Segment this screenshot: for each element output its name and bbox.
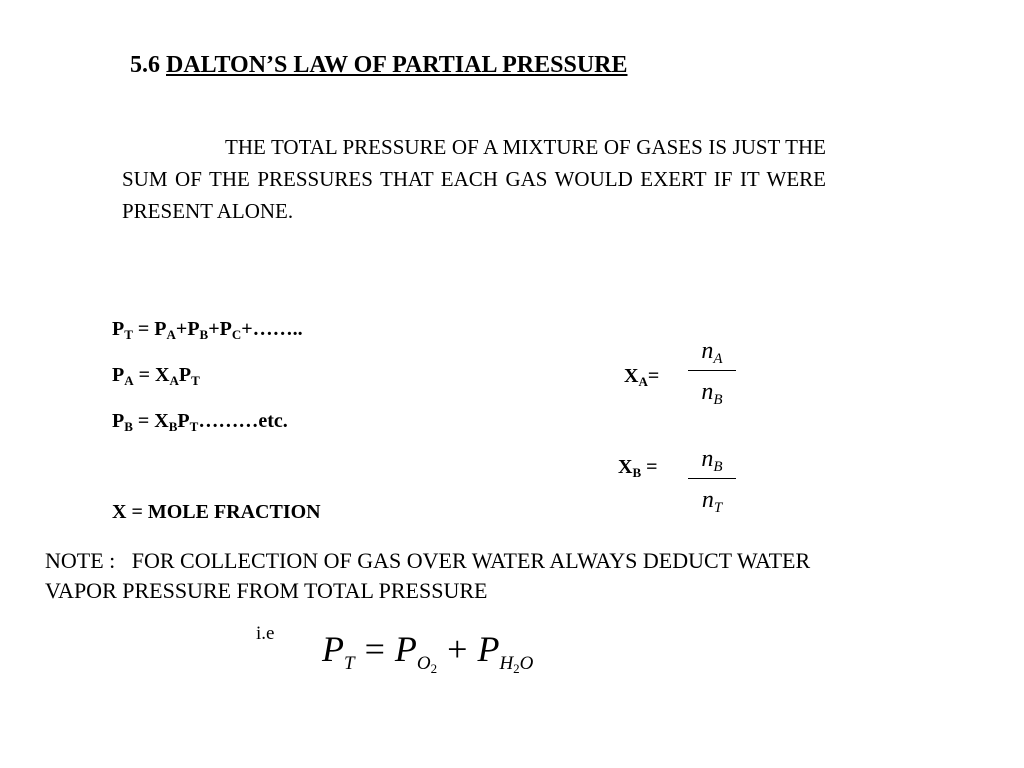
fraction-bar [688,478,736,479]
xa-numerator: $n_A$ [701,338,723,367]
ie-label: i.e [256,623,275,644]
partial-pressure-b-equation: $P_B$ = $X_BP_T\dots\dots\dots etc$. [112,410,288,434]
law-definition [122,131,826,227]
mole-fraction-definition: X = MOLE FRACTION [112,501,321,523]
xa-denominator: $n_B$ [701,379,723,408]
xb-fraction [688,444,736,515]
law-definition-text: THE TOTAL PRESSURE OF A MIXTURE OF GASES IS JUST THE SUM OF THE PRESSURES THAT EACH GAS WOULD EXERT IF IT WERE PRESENT ALONE. [122,135,826,223]
total-pressure-equation: $P_T$ = $P_A+P_B+P_C+\dots\dots$.. [112,318,303,342]
section-heading: DALTON’S LAW OF PARTIAL PRESSURE [166,52,628,78]
water-vapor-equation: $P_T = P_{O_2} + P_{H_2O}$ [322,629,534,676]
partial-pressure-a-equation: $P_A = X_AP_T$ [112,364,200,388]
note-line-2: VAPOR PRESSURE FROM TOTAL PRESSURE [45,578,488,603]
note-line-1: NOTE : FOR COLLECTION OF GAS OVER WATER ALWAYS DEDUCT WATER [45,548,811,573]
note-block [45,546,810,606]
xb-numerator: $n_B$ [701,446,723,475]
xb-denominator: $n_T$ [701,487,723,516]
xa-fraction [688,336,736,407]
section-title [130,52,628,79]
section-number: 5.6 [130,52,160,78]
fraction-bar [688,370,736,371]
xa-label: $X_A=$ [624,365,660,389]
xb-label: $X_B$ = [618,456,658,480]
